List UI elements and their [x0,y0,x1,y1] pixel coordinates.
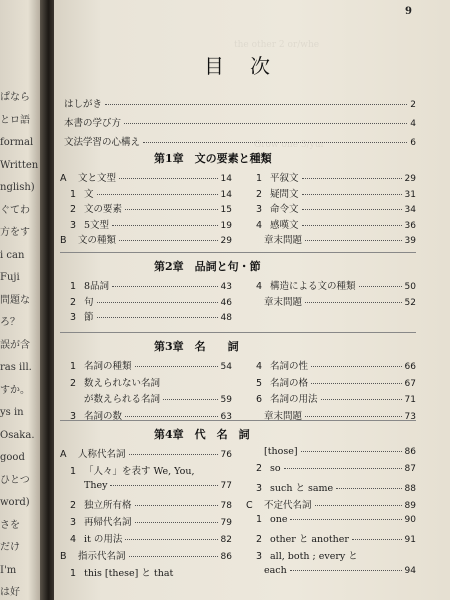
left-page-text: すか。 [0,384,30,396]
left-page-text: とロ語 [0,114,30,126]
toc-entry-text: all, both ; every と [270,551,358,562]
toc-entry-number: 3 [256,483,263,494]
toc-entry [246,278,416,292]
toc-entry-number: A [60,173,67,184]
toc-entry [246,463,416,474]
toc-entry-text: it の用法 [84,534,123,545]
toc-entry-label [246,446,298,457]
toc-entry-text: 章末問題 [264,235,303,246]
toc-entry-page: 94 [404,566,416,576]
toc-entry-page: 86 [404,447,416,457]
toc-entry-label [246,358,308,372]
toc-entry [246,217,416,231]
dot-leader [302,178,402,179]
toc-entry-label [246,391,318,405]
toc-entry [60,375,232,389]
toc-entry-page: 52 [404,297,416,308]
toc-entry-text: 名詞の性 [270,361,309,372]
toc-entry-label [60,375,160,389]
toc-entry-number: 3 [256,551,263,562]
toc-entry-page: 46 [220,297,232,308]
toc-entry-label [60,463,194,477]
toc-entry [60,278,232,292]
toc-entry-text: 本書の学び方 [64,118,122,129]
toc-entry-number: A [60,449,67,460]
toc-entry-text: 名詞の種類 [84,361,132,372]
dot-leader [97,317,218,318]
toc-entry-label [60,217,109,231]
dot-leader [336,488,401,489]
dot-leader [110,485,217,486]
chapter-divider [60,332,416,333]
toc-entry-text: 再帰代名詞 [84,517,132,528]
toc-entry-label [60,232,116,246]
left-page-text: 方をす [0,227,30,238]
dot-leader [284,468,402,469]
dot-leader [143,142,407,143]
left-page-text: I'm [0,564,17,576]
toc-entry-number: 4 [70,534,77,545]
toc-entry-number: 3 [70,219,77,231]
toc-entry-page: 4 [410,119,416,129]
toc-entry [246,480,416,494]
toc-entry-number: 1 [70,466,77,477]
toc-entry-text: 名詞の用法 [270,394,318,405]
toc-entry-text: 文の種類 [78,235,117,246]
toc-entry-text: はしがき [64,99,103,110]
toc-entry-text: 名詞の数 [84,410,123,422]
dot-leader [301,451,402,452]
toc-entry-page: 48 [220,313,232,323]
toc-entry-label [246,463,281,474]
toc-entry-number: 2 [70,204,77,215]
dot-leader [311,366,402,367]
toc-entry-number: B [60,551,67,562]
toc-entry-number: 2 [256,534,263,545]
toc-entry-number: 2 [70,296,77,308]
toc-entry-label [60,358,132,372]
dot-leader [112,225,218,226]
toc-entry [246,232,416,246]
left-page [0,0,40,600]
dot-leader [97,302,218,303]
dot-leader [119,178,218,179]
toc-entry [60,358,232,372]
toc-entry [60,446,232,460]
toc-entry-number: 1 [70,188,77,200]
toc-entry [246,201,416,215]
toc-entry-label [246,531,349,545]
toc-entry [246,565,416,576]
dot-leader [305,240,402,241]
toc-entry-page: 59 [220,395,232,405]
toc-entry-number: 3 [70,517,77,528]
left-page-text: だけ [0,542,20,553]
toc-entry-text: 5文型 [84,219,110,231]
toc-entry-number: 3 [70,410,77,422]
toc-entry [60,514,232,528]
toc-entry [246,358,416,372]
toc-entry-label [60,186,94,200]
toc-entry [246,375,416,389]
toc-entry [60,309,232,323]
toc-entry-label [60,309,94,323]
toc-entry-page: 76 [220,450,232,460]
toc-entry [246,170,416,184]
toc-entry-label [60,531,122,545]
toc-entry-page: 78 [220,501,232,511]
toc-entry-label [246,497,312,511]
toc-entry-page: 39 [404,236,416,246]
toc-entry-label [60,514,132,528]
toc-entry-page: 36 [404,220,416,231]
toc-entry [246,548,416,562]
page-number: 9 [405,6,412,17]
dot-leader [125,416,218,417]
toc-entry [60,497,232,511]
page-title: 目次 [204,54,296,78]
toc-entry-text: 節 [84,312,94,323]
toc-entry [246,446,416,457]
toc-entry [246,391,416,405]
toc-entry-label [60,565,173,579]
left-page-text: Written [0,159,39,171]
toc-entry-page: 66 [404,362,416,372]
toc-entry-text: so [270,463,281,474]
toc-entry-label [246,514,287,525]
toc-entry [60,480,232,491]
toc-entry-page: 31 [404,189,416,200]
toc-entry-text: 平叙文 [270,173,299,184]
bleed-through-text: the other 2 or/whe [234,40,320,50]
left-page-text: ぱなら [0,92,30,103]
toc-entry [60,463,232,477]
toc-entry-page: 90 [404,515,416,525]
toc-entry-number: 4 [256,281,263,292]
left-page-text: ろ？ [0,317,20,328]
left-page-text: good [0,452,25,463]
toc-entry-text: 不定代名詞 [264,500,312,511]
chapter-divider [60,420,416,421]
toc-entry-text: 8品詞 [84,281,110,292]
left-page-text: word) [0,497,30,508]
left-page-text: Fuji [0,272,20,283]
toc-entry-label [60,170,116,184]
dot-leader [129,454,218,455]
toc-entry-page: 6 [410,138,416,148]
toc-entry-text: 人称代名詞 [78,449,126,460]
toc-entry-text: [those] [264,446,298,457]
dot-leader [359,286,402,287]
toc-entry-page: 29 [404,174,416,184]
chapter-heading: 第1章 文の要素と種類 [154,152,272,165]
toc-entry [60,531,232,545]
dot-leader [302,194,402,195]
toc-entry-label [60,446,126,460]
toc-entry-text: such と same [270,483,334,494]
toc-entry-label [60,391,160,405]
chapter-divider [60,252,416,253]
toc-entry-text: 章末問題 [264,296,303,308]
toc-entry-page: 71 [404,395,416,405]
left-page-text: nglish) [0,182,35,193]
toc-entry-label [246,548,358,562]
bleed-through-text: Grow one 3/yur [254,140,325,150]
toc-entry-number: 1 [256,514,263,525]
toc-entry-label [60,497,132,511]
toc-entry [60,294,232,308]
toc-entry-label [246,186,299,200]
toc-entry [60,391,232,405]
toc-entry [60,170,232,184]
toc-entry-text: 文の要素 [84,204,123,215]
toc-entry-page: 63 [220,411,232,422]
toc-entry-number: 1 [70,281,77,292]
left-page-text: 問題な [0,294,30,306]
left-page-text: ひとつ [0,474,30,486]
dot-leader [305,416,402,417]
toc-entry-text: 章末問題 [264,410,303,422]
toc-entry [246,531,416,545]
toc-entry-label [246,217,299,231]
dot-leader [125,539,217,540]
dot-leader [112,286,218,287]
left-page-text: ys in [0,407,24,418]
toc-entry-page: 67 [404,378,416,389]
toc-entry-page: 82 [220,535,232,545]
toc-entry-text: 句 [84,296,94,308]
toc-entry-page: 54 [220,362,232,372]
dot-leader [305,302,402,303]
toc-entry-number: 1 [70,361,77,372]
toc-entry-label [246,480,333,494]
toc-entry-number: 2 [70,500,77,511]
toc-entry-page: 14 [220,189,232,200]
chapter-heading: 第2章 品詞と句・節 [154,260,261,273]
dot-leader [135,366,218,367]
toc-entry-number: 4 [256,219,263,231]
toc-entry-text: other と another [270,534,349,545]
toc-entry-number: 3 [70,312,77,323]
book-gutter [40,0,54,600]
toc-entry [60,548,232,562]
dot-leader [321,399,402,400]
toc-entry-page: 91 [404,535,416,545]
toc-entry-page: 89 [404,501,416,511]
dot-leader [352,539,402,540]
toc-front-entry [64,96,416,110]
toc-entry-label [60,480,107,491]
toc-entry [60,201,232,215]
toc-front-entry [64,134,416,148]
toc-entry [60,186,232,200]
left-page-text: 誤が含 [0,339,30,351]
toc-entry-number: 1 [70,568,77,579]
toc-entry-number: C [246,500,253,511]
toc-entry [60,232,232,246]
toc-entry-page: 14 [220,174,232,184]
toc-entry [246,497,416,511]
toc-entry-text: this [these] と that [84,568,174,579]
left-page-text: さを [0,519,20,531]
dot-leader [290,570,402,571]
toc-entry [60,565,232,579]
dot-leader [135,505,218,506]
toc-entry-text: each [264,565,287,576]
toc-entry-page: 19 [220,220,232,231]
toc-entry-label [60,294,94,308]
toc-entry-label [60,278,109,292]
contents-page [54,0,450,600]
toc-entry-page: 79 [220,518,232,528]
toc-entry-label [246,201,299,215]
left-page-text: ぐてわ [0,204,30,216]
toc-entry-text: 独立所有格 [84,500,132,511]
toc-entry-label [246,232,302,246]
dot-leader [119,240,218,241]
toc-entry-text: 構造による文の種類 [270,281,356,292]
toc-entry-page: 34 [404,205,416,215]
toc-entry-label [246,170,299,184]
toc-entry-text: 命令文 [270,204,299,215]
left-page-text: Osaka. [0,429,35,441]
toc-entry-page: 88 [404,484,416,494]
chapter-heading: 第4章 代 名 詞 [154,428,250,441]
toc-entry [246,294,416,308]
toc-entry-number: 1 [256,173,263,184]
dot-leader [105,104,407,105]
toc-entry-text: They [84,480,108,491]
toc-entry-number: 5 [256,377,263,389]
toc-entry-label [246,565,287,576]
dot-leader [125,209,218,210]
toc-entry-text: 数えられない名詞 [84,377,161,389]
toc-entry-number: 3 [256,204,263,215]
toc-entry-text: 名詞の格 [270,377,309,389]
toc-entry [246,514,416,525]
toc-entry-page: 29 [220,236,232,246]
dot-leader [129,556,218,557]
dot-leader [97,194,218,195]
dot-leader [302,209,402,210]
left-page-text: は好 [0,587,20,598]
toc-entry-page: 77 [220,481,232,491]
dot-leader [315,505,402,506]
toc-entry-text: 疑問文 [270,188,299,200]
toc-entry-page: 87 [404,464,416,474]
left-page-text: ras ill. [0,362,32,373]
toc-entry-text: 感嘆文 [270,219,299,231]
dot-leader [290,519,401,520]
toc-entry-number: 2 [256,463,263,474]
toc-entry-page: 73 [404,411,416,422]
toc-entry-label [246,294,302,308]
toc-entry-number: 4 [256,361,263,372]
dot-leader [163,399,218,400]
toc-entry-page: 2 [410,100,416,110]
toc-entry-page: 50 [404,282,416,292]
toc-entry-text: が数えられる名詞 [84,394,161,405]
toc-entry [246,186,416,200]
left-page-text: formal [0,137,34,148]
toc-entry-label [60,548,126,562]
toc-entry-number: 2 [256,188,263,200]
toc-entry-text: 文と文型 [78,173,117,184]
left-page-text: i can [0,249,25,261]
toc-entry-label [246,278,356,292]
dot-leader [124,123,407,124]
toc-entry-text: 指示代名詞 [78,551,126,562]
toc-entry-number: 2 [70,377,77,389]
dot-leader [311,383,402,384]
toc-entry-text: 「人々」を表す We, You, [84,466,195,477]
toc-entry-page: 86 [220,552,232,562]
toc-entry [60,217,232,231]
dot-leader [302,225,402,226]
chapter-heading: 第3章 名 詞 [154,340,239,353]
toc-entry-label [246,375,308,389]
toc-entry-number: B [60,235,67,246]
toc-entry-page: 43 [220,282,232,292]
toc-front-entry [64,115,416,129]
toc-entry-text: 文法学習の心構え [64,137,141,148]
dot-leader [135,522,218,523]
toc-entry-page: 15 [220,205,232,215]
toc-entry-number: 6 [256,394,263,405]
toc-entry-text: 文 [84,188,94,200]
toc-entry-label [60,201,122,215]
toc-entry-text: one [270,514,288,525]
